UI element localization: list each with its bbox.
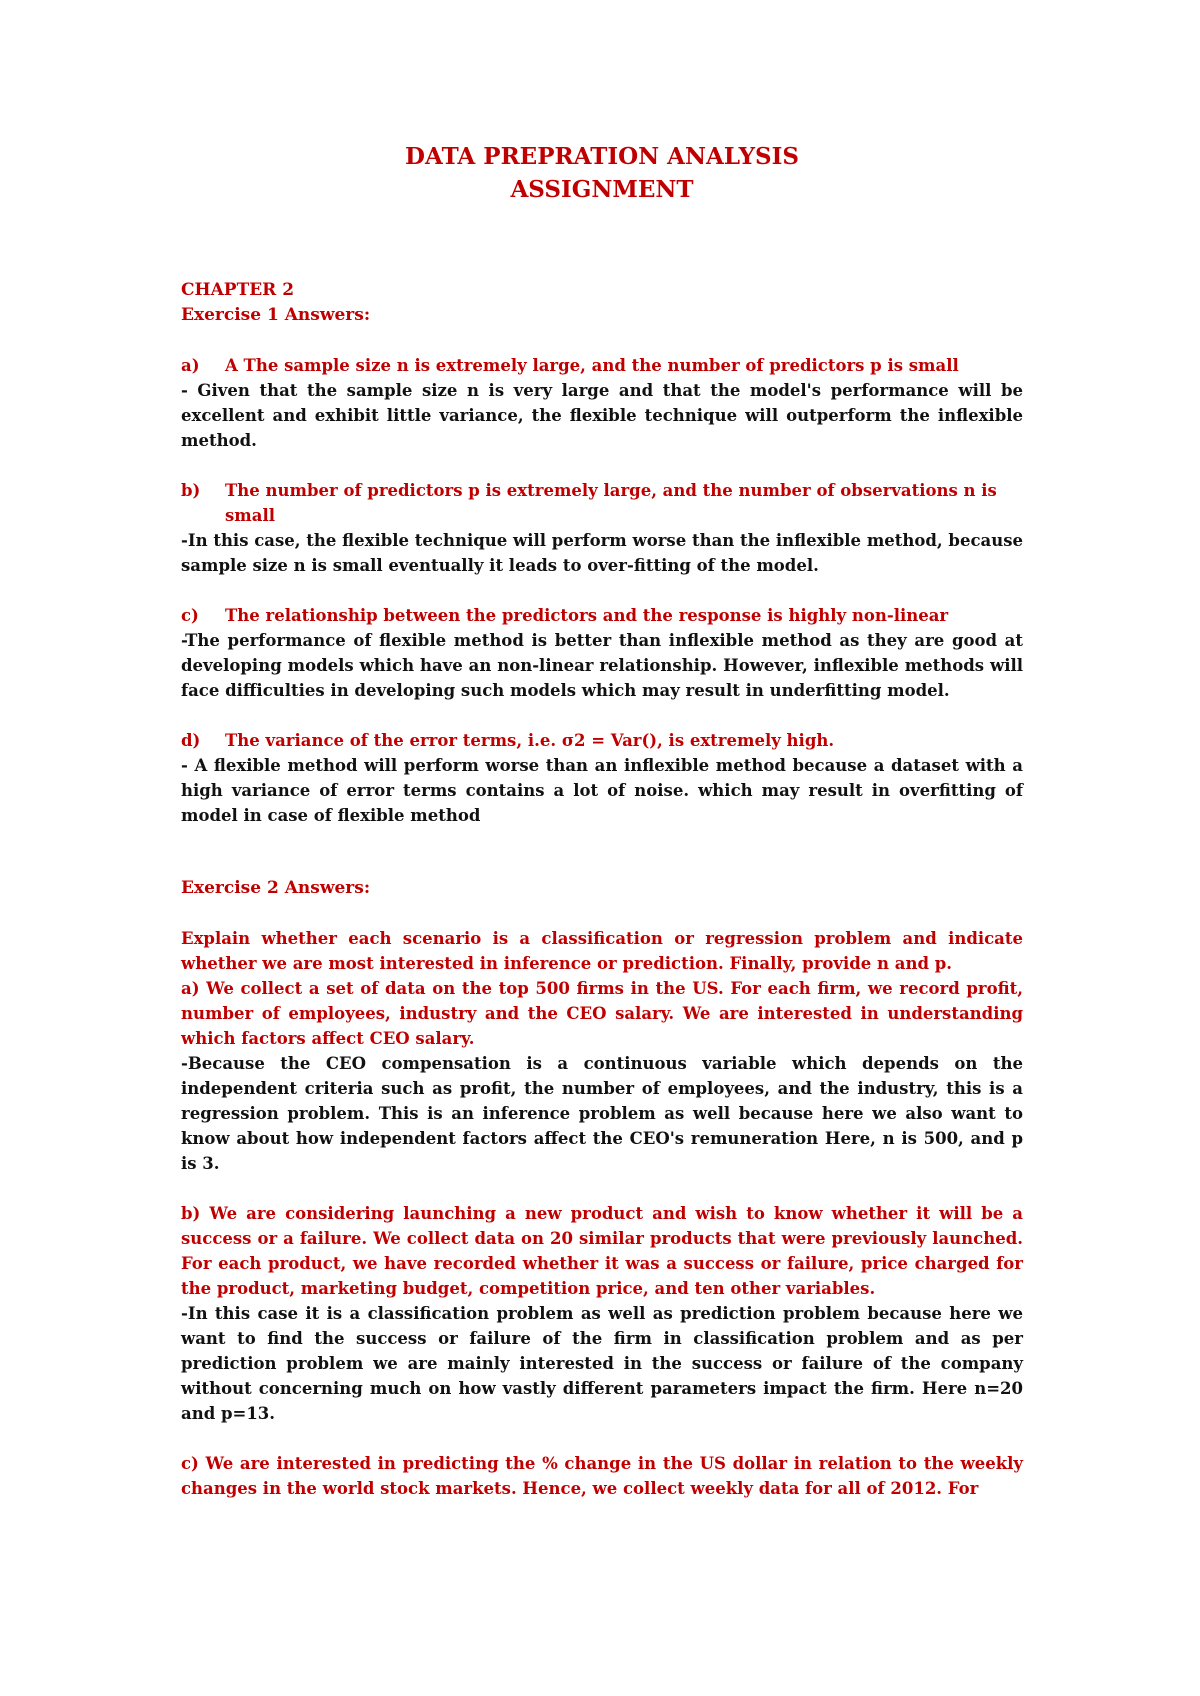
answer-text: -In this case it is a classification problem as well as prediction problem because here we want to find the success or failure of the firm in classification problem and as per prediction problem we are mainly interested in the success or failure of the company without concerning much on how vastly different parameters impact the firm. Here n=20 and p=13. <box>181 1304 1023 1423</box>
question <box>181 478 1023 528</box>
question-letter: c) <box>181 606 199 625</box>
exercise-2-heading: Exercise 2 Answers: <box>181 878 371 898</box>
question-text: c) We are interested in predicting the % change in the US dollar in relation to the weekly changes in the world stock markets. Hence, we collect weekly data for all of 2012. For <box>181 1454 1023 1498</box>
exercise-1-item-a <box>181 353 1023 453</box>
exercise-2-item-b <box>181 1201 1023 1426</box>
answer-text: -Because the CEO compensation is a continuous variable which depends on the independent criteria such as profit, the number of employees, and the industry, this is a regression problem. This is an inference problem as well because here we also want to know about how independent factors affect the CEO's remuneration Here, n is 500, and p is 3. <box>181 1054 1023 1173</box>
title-line-1: DATA PREPRATION ANALYSIS <box>405 143 799 170</box>
exercise-2-intro: Explain whether each scenario is a classification or regression problem and indicate whether we are most interested in inference or prediction. Finally, provide n and p. <box>181 929 1023 973</box>
question-letter: b) <box>181 481 201 500</box>
question <box>181 603 1023 628</box>
answer-text: - A flexible method will perform worse than an inflexible method because a dataset with a high variance of error terms contains a lot of noise. which may result in overfitting of model in case of flexible method <box>181 756 1023 825</box>
exercise-1-heading: Exercise 1 Answers: <box>181 305 371 325</box>
question-text: a) We collect a set of data on the top 500 firms in the US. For each firm, we record profit, number of employees, industry and the CEO salary. We are interested in understanding which factors affect CEO salary. <box>181 979 1023 1048</box>
exercise-2-item-a <box>181 976 1023 1176</box>
question-text: The number of predictors p is extremely large, and the number of observations n is small <box>225 481 997 525</box>
answer-text: -In this case, the flexible technique will perform worse than the inflexible method, because sample size n is small eventually it leads to over-fitting of the model. <box>181 531 1023 575</box>
chapter-heading: CHAPTER 2 <box>181 280 295 300</box>
exercise-1-item-d <box>181 728 1023 828</box>
title-line-2: ASSIGNMENT <box>510 176 694 203</box>
document-title <box>181 140 1023 206</box>
exercise-1-item-c <box>181 603 1023 703</box>
question-letter: d) <box>181 731 201 750</box>
answer-text: - Given that the sample size n is very large and that the model's performance will be excellent and exhibit little variance, the flexible technique will outperform the inflexible method. <box>181 381 1023 450</box>
question-text: A The sample size n is extremely large, and the number of predictors p is small <box>225 356 959 375</box>
question <box>181 728 1023 753</box>
question-text: The relationship between the predictors and the response is highly non-linear <box>225 606 949 625</box>
exercise-1-item-b <box>181 478 1023 578</box>
exercise-2-item-c <box>181 1451 1023 1501</box>
question <box>181 353 1023 378</box>
answer-text: -The performance of flexible method is better than inflexible method as they are good at developing models which have an non-linear relationship. However, inflexible methods will face difficulties in developing such models which may result in underfitting model. <box>181 631 1023 700</box>
question-text: b) We are considering launching a new product and wish to know whether it will be a success or a failure. We collect data on 20 similar products that were previously launched. For each product, we have recorded whether it was a success or failure, price charged for the product, marketing budget, competition price, and ten other variables. <box>181 1204 1023 1298</box>
question-letter: a) <box>181 356 200 375</box>
document-page <box>181 140 1023 1501</box>
question-text: The variance of the error terms, i.e. σ2 = Var(), is extremely high. <box>225 731 835 750</box>
